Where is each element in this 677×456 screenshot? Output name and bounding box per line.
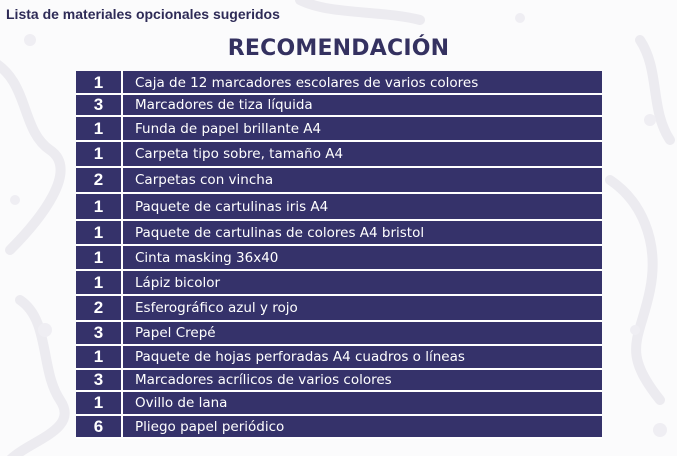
quantity-cell: 3 bbox=[76, 94, 122, 116]
table-row bbox=[76, 116, 602, 141]
table-row bbox=[76, 167, 602, 193]
quantity-cell: 1 bbox=[76, 116, 122, 141]
table-row bbox=[76, 369, 602, 391]
quantity-cell: 1 bbox=[76, 220, 122, 245]
item-cell: Caja de 12 marcadores escolares de varios colores bbox=[122, 72, 602, 94]
table-row bbox=[76, 345, 602, 369]
item-cell: Cinta masking 36x40 bbox=[122, 245, 602, 270]
table-row bbox=[76, 321, 602, 345]
quantity-cell: 3 bbox=[76, 321, 122, 345]
table-row bbox=[76, 295, 602, 321]
item-cell: Esferográfico azul y rojo bbox=[122, 295, 602, 321]
quantity-cell: 1 bbox=[76, 245, 122, 270]
page-heading: Lista de materiales opcionales sugeridos bbox=[6, 6, 280, 22]
table-row bbox=[76, 391, 602, 415]
quantity-cell: 1 bbox=[76, 345, 122, 369]
item-cell: Lápiz bicolor bbox=[122, 270, 602, 295]
quantity-cell: 1 bbox=[76, 193, 122, 220]
table-row bbox=[76, 94, 602, 116]
table-row bbox=[76, 270, 602, 295]
quantity-cell: 3 bbox=[76, 369, 122, 391]
table-row bbox=[76, 245, 602, 270]
table-row bbox=[76, 72, 602, 94]
table-title: RECOMENDACIÓN bbox=[227, 36, 450, 61]
item-cell: Paquete de cartulinas iris A4 bbox=[122, 193, 602, 220]
quantity-cell: 1 bbox=[76, 141, 122, 167]
table-row bbox=[76, 193, 602, 220]
materials-table-body bbox=[76, 72, 602, 438]
item-cell: Carpeta tipo sobre, tamaño A4 bbox=[122, 141, 602, 167]
table-row bbox=[76, 220, 602, 245]
item-cell: Papel Crepé bbox=[122, 321, 602, 345]
quantity-cell: 2 bbox=[76, 295, 122, 321]
quantity-cell: 6 bbox=[76, 415, 122, 438]
item-cell: Ovillo de lana bbox=[122, 391, 602, 415]
quantity-cell: 1 bbox=[76, 391, 122, 415]
table-row bbox=[76, 415, 602, 438]
item-cell: Pliego papel periódico bbox=[122, 415, 602, 438]
item-cell: Paquete de cartulinas de colores A4 bristol bbox=[122, 220, 602, 245]
item-cell: Funda de papel brillante A4 bbox=[122, 116, 602, 141]
materials-table bbox=[76, 71, 602, 439]
item-cell: Marcadores acrílicos de varios colores bbox=[122, 369, 602, 391]
quantity-cell: 1 bbox=[76, 270, 122, 295]
item-cell: Carpetas con vincha bbox=[122, 167, 602, 193]
quantity-cell: 2 bbox=[76, 167, 122, 193]
item-cell: Marcadores de tiza líquida bbox=[122, 94, 602, 116]
quantity-cell: 1 bbox=[76, 72, 122, 94]
item-cell: Paquete de hojas perforadas A4 cuadros o líneas bbox=[122, 345, 602, 369]
table-row bbox=[76, 141, 602, 167]
